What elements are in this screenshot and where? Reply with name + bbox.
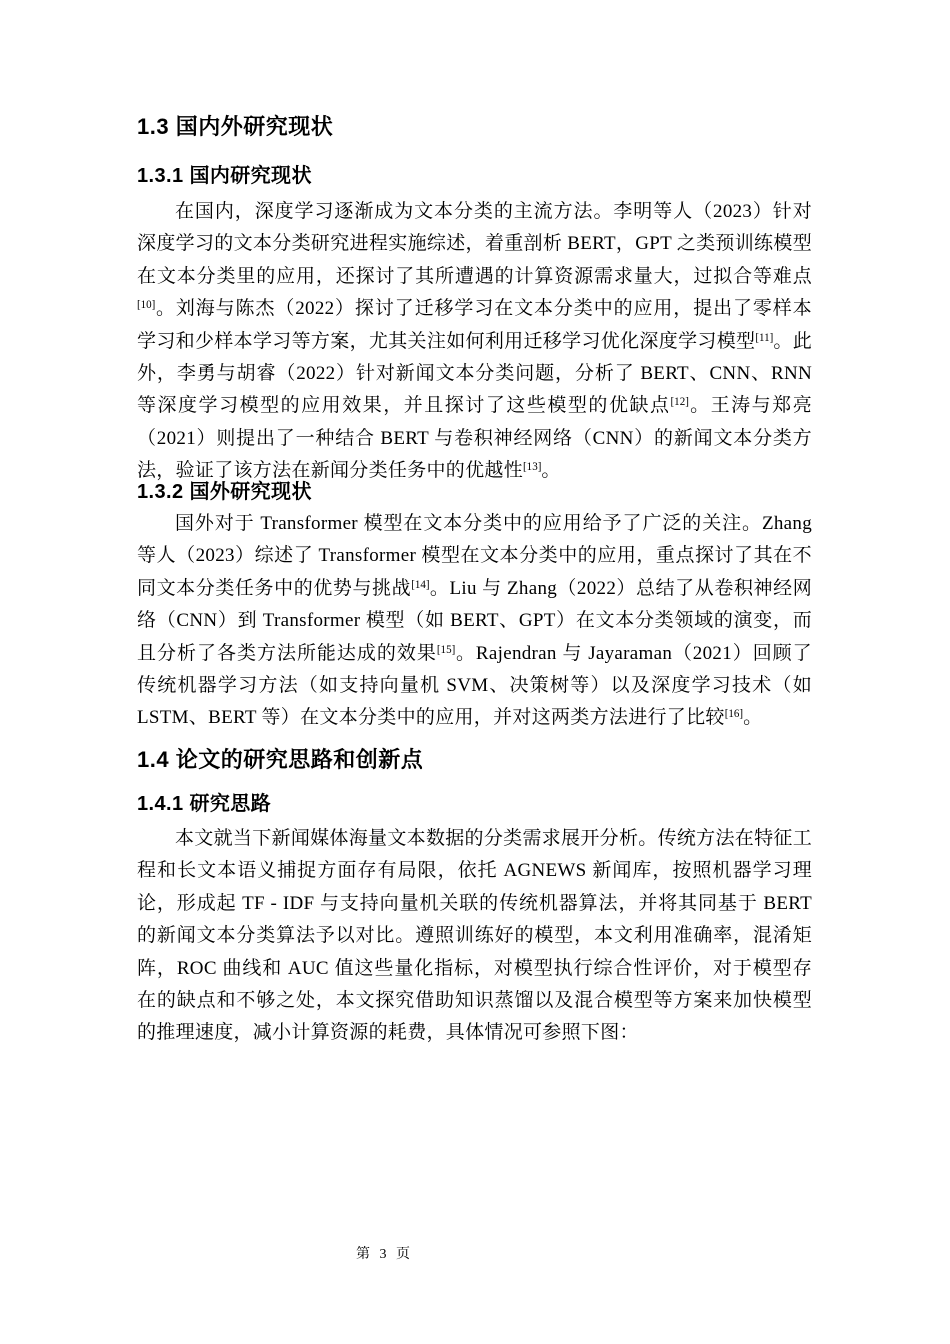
paragraph-foreign-research: 国外对于 Transformer 模型在文本分类中的应用给予了广泛的关注。Zhang 等人（2023）综述了 Transformer 模型在文本分类中的应用，重点探讨了其在不同文本分类任务中的优势与挑战[14]。Liu 与 Zhang（2022）总结了从卷积神经网络（CNN）到 Transformer 模型（如 BERT、GPT）在文本分类领域的演变，而且分析了各类方法所能达成的效果[15]。Rajendran 与 Jayaraman（2021）回顾了传统机器学习方法（如支持向量机 SVM、决策树等）以及深度学习技术（如 LSTM、BERT 等）在文本分类中的应用，并对这两类方法进行了比较[16]。 — [137, 513, 813, 729]
paragraph-research-approach: 本文就当下新闻媒体海量文本数据的分类需求展开分析。传统方法在特征工程和长文本语义捕捉方面存有局限，依托 AGNEWS 新闻库，按照机器学习理论，形成起 TF - IDF 与支持向量机关联的传统机器算法，并将其同基于 BERT 的新闻文本分类算法予以对比。遵照训练好的模型，本文利用准确率，混淆矩阵，ROC 曲线和 AUC 值这些量化指标，对模型执行综合性评价，对于模型存在的缺点和不够之处，本文探究借助知识蒸馏以及混合模型等方案来加快模型的推理速度，减小计算资源的耗费，具体情况可参照下图： — [137, 828, 812, 1044]
section-heading-1-4: 1.4 论文的研究思路和创新点 — [137, 747, 424, 772]
paragraph-domestic-research: 在国内，深度学习逐渐成为文本分类的主流方法。李明等人（2023）针对深度学习的文本分类研究进程实施综述，着重剖析 BERT，GPT 之类预训练模型在文本分类里的应用，还探讨了其所遭遇的计算资源需求量大，过拟合等难点[10]。刘海与陈杰（2022）探讨了迁移学习在文本分类中的应用，提出了零样本学习和少样本学习等方案，尤其关注如何利用迁移学习优化深度学习模型[11]。此外，李勇与胡睿（2022）针对新闻文本分类问题，分析了 BERT、CNN、RNN 等深度学习模型的应用效果，并且探讨了这些模型的优缺点[12]。王涛与郑亮（2021）则提出了一种结合 BERT 与卷积神经网络（CNN）的新闻文本分类方法，验证了该方法在新闻分类任务中的优越性[13]。 — [137, 201, 812, 482]
section-heading-1-3-2: 1.3.2 国外研究现状 — [137, 481, 312, 503]
section-heading-1-3-1: 1.3.1 国内研究现状 — [137, 165, 312, 187]
page-number: 第 3 页 — [356, 1247, 410, 1262]
section-heading-1-3: 1.3 国内外研究现状 — [137, 114, 334, 139]
section-heading-1-4-1: 1.4.1 研究思路 — [137, 793, 272, 815]
